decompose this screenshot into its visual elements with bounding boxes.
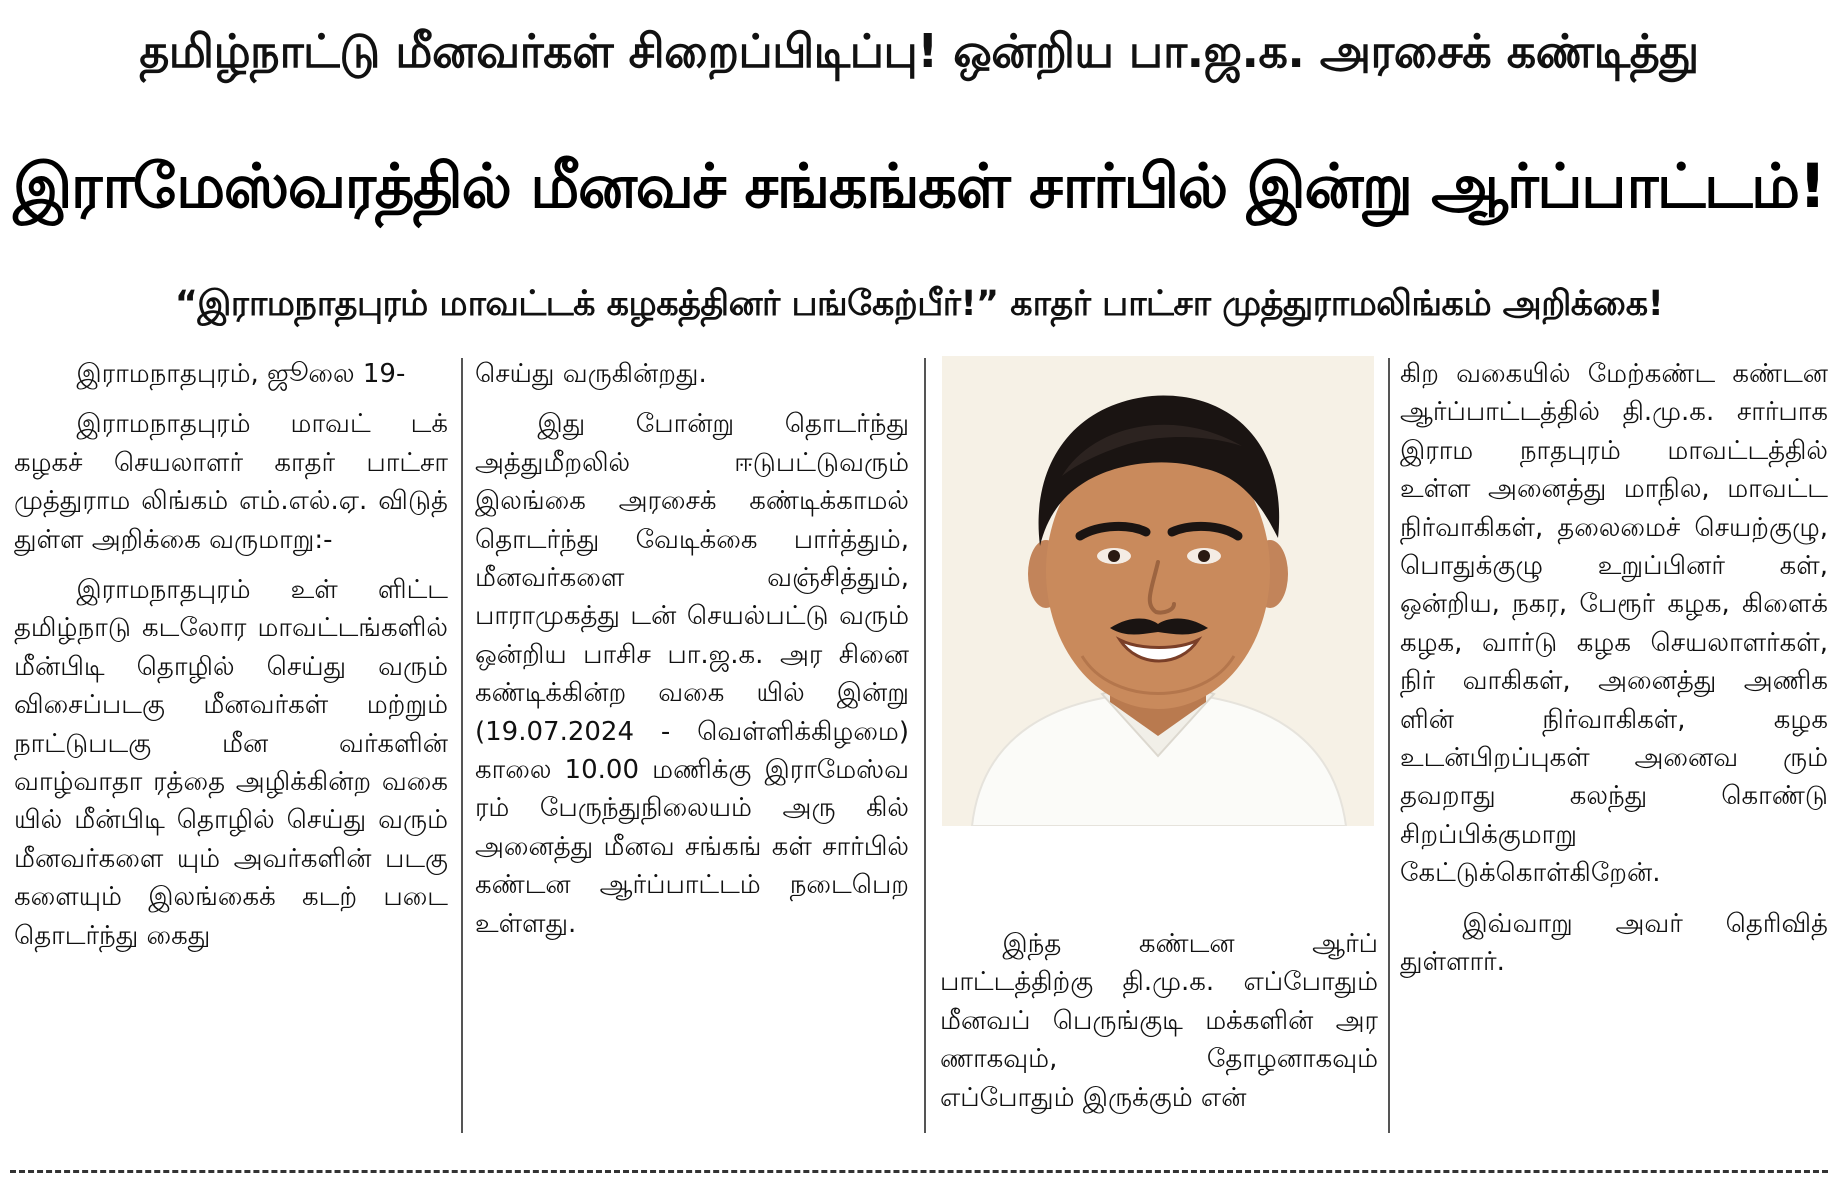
article-kicker: தமிழ்நாட்டு மீனவர்கள் சிறைப்பிடிப்பு! ஒன்றிய பா.ஜ.க. அரசைக் கண்டித்து <box>139 24 1699 78</box>
paragraph: இந்த கண்டன ஆர்ப் பாட்டத்திற்கு தி.மு.க. எப்போதும் மீனவப் பெருங்குடி மக்களின் அர ணாகவும், தோழனாகவும் எப்போதும் இருக்கும் என் <box>940 929 1378 1113</box>
article-column-3 <box>940 925 1378 1145</box>
column-divider <box>924 358 926 1133</box>
paragraph: இராமநாதபுரம் மாவட் டக் கழகச் செயலாளர் காதர் பாட்சா முத்துராம லிங்கம் எம்.எல்.ஏ. விடுத் துள்ள அறிக்கை வருமாறு:- <box>14 409 448 555</box>
portrait-photo <box>942 356 1374 826</box>
paragraph: இவ்வாறு அவர் தெரிவித் துள்ளார். <box>1400 908 1828 978</box>
paragraph: செய்து வருகின்றது. <box>475 359 707 389</box>
article-headline: இராமேஸ்வரத்தில் மீனவச் சங்கங்கள் சார்பில் இன்று ஆர்ப்பாட்டம்! <box>13 151 1825 222</box>
article-subheadline: “இராமநாதபுரம் மாவட்டக் கழகத்தினர் பங்கேற்பீர்!” காதர் பாட்சா முத்துராமலிங்கம் அறிக்கை! <box>174 284 1664 324</box>
article-column-1 <box>14 355 448 1135</box>
column-divider <box>461 358 463 1133</box>
paragraph: இராமநாதபுரம் உள் ளிட்ட தமிழ்நாடு கடலோர மாவட்டங்களில் மீன்பிடி தொழில் செய்து வரும் விசைப்படகு மீனவர்கள் மற்றும் நாட்டுபடகு மீன வர்களின் வாழ்வாதா ரத்தை அழிக்கின்ற வகை யில் மீன்பிடி தொழில் செய்து வரும் மீனவர்களை யும் அவர்களின் படகு களையும் இலங்கைக் கடற் படை தொடர்ந்து கைது <box>14 575 448 951</box>
paragraph: இது போன்று தொடர்ந்து அத்துமீறலில் ஈடுபட்டுவரும் இலங்கை அரசைக் கண்டிக்காமல் தொடர்ந்து வேடிக்கை பார்த்தும், மீனவர்களை வஞ்சித்தும், பாராமுகத்து டன் செயல்பட்டு வரும் ஒன்றிய பாசிச பா.ஜ.க. அர சினை கண்டிக்கின்ற வகை யில் இன்று (19.07.2024 - வெள்ளிக்கிழமை) காலை 10.00 மணிக்கு இராமேஸ்வ ரம் பேருந்துநிலையம் அரு கில் அனைத்து மீனவ சங்கங் கள் சார்பில் கண்டன ஆர்ப்பாட்டம் நடைபெற உள்ளது. <box>475 409 909 939</box>
article-column-2 <box>475 355 909 1135</box>
column-divider <box>1388 358 1390 1133</box>
paragraph: கிற வகையில் மேற்கண்ட கண்டன ஆர்ப்பாட்டத்தில் தி.மு.க. சார்பாக இராம நாதபுரம் மாவட்டத்தில் உள்ள அனைத்து மாநில, மாவட்ட நிர்வாகிகள், தலைமைச் செயற்குழு, பொதுக்குழு உறுப்பினர் கள், ஒன்றிய, நகர, பேரூர் கழக, கிளைக் கழக, வார்டு கழக செயலாளர்கள், நிர் வாகிகள், அனைத்து அணிக ளின் நிர்வாகிகள், கழக உடன்பிறப்புகள் அனைவ ரும் தவறாது கலந்து கொண்டு சிறப்பிக்குமாறு கேட்டுக்கொள்கிறேன். <box>1400 359 1828 889</box>
bottom-dashed-rule <box>10 1170 1828 1173</box>
dateline: இராமநாதபுரம், ஜூலை 19- <box>76 359 406 389</box>
article-column-4 <box>1400 355 1828 1135</box>
